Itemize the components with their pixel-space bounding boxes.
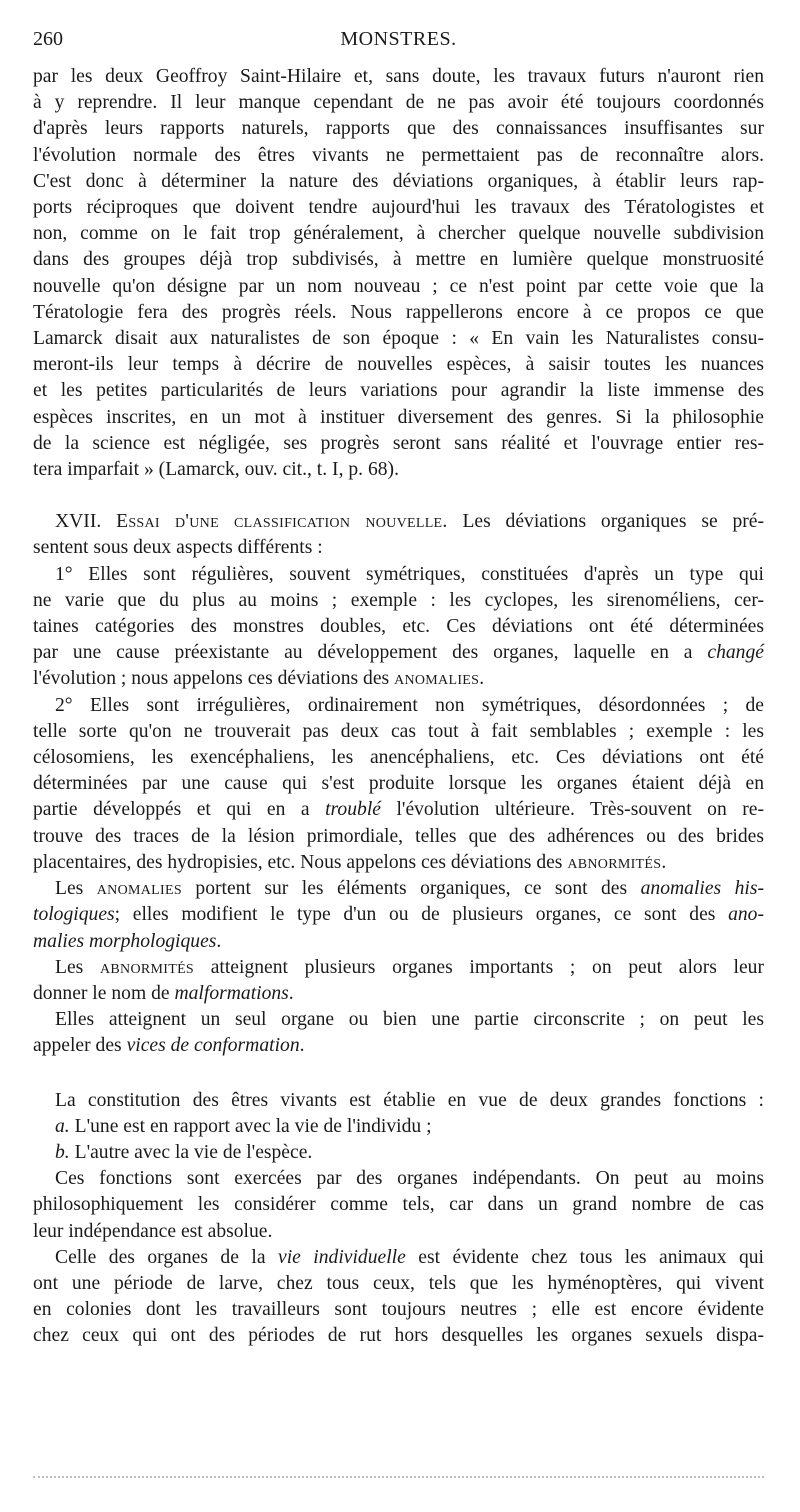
text-line: à y reprendre. Il leur manque cependant de ne pas avoir été toujours coordonnés (33, 92, 764, 114)
text-line: espèces inscrites, en un mot à instituer diversement des genres. Si la philosophie (33, 406, 764, 428)
emphasis: troublé (325, 799, 381, 821)
book-page (33, 28, 764, 1350)
paragraph-independance (33, 1166, 764, 1245)
text-run: par une cause préexistante au développement des organes, laquelle en a (33, 642, 693, 664)
text-run: . (216, 930, 222, 952)
text-line: C'est donc à déterminer la nature des déviations organiques, à établir leurs rap- (33, 170, 764, 192)
text-run: Les (55, 878, 84, 900)
section-title: Essai d'une classification nouvelle. (116, 511, 448, 533)
text-line: en colonies dont les travailleurs sont toujours neutres ; elle est encore évidente (33, 1299, 764, 1321)
text-line: 2° Elles sont irrégulières, ordinairement non symétriques, désordonnées ; de (55, 694, 764, 716)
page-header (33, 28, 764, 58)
term-abnormites: abnormités (100, 956, 195, 978)
cropped-next-line (33, 1476, 764, 1478)
paragraph-abnormites (33, 955, 764, 1007)
term-anomalies: anomalies (96, 878, 182, 900)
text-line: de la science est négligée, ses progrès seront sans réalité et l'ouvrage entier res- (33, 432, 764, 454)
term-abnormites: abnormités. (567, 851, 667, 873)
text-line: Elles atteignent un seul organe ou bien une partie circonscrite ; on peut les (55, 1009, 764, 1031)
text-line (33, 876, 764, 902)
text-line (33, 955, 764, 981)
running-title: MONSTRES. (340, 28, 457, 50)
text-line: ont une période de larve, chez tous ceux, tels que les hyménoptères, qui vivent (33, 1272, 764, 1294)
section-heading-line (33, 509, 764, 535)
section-gap (33, 483, 764, 509)
text-line: Ces fonctions sont exercées par des organes indépendants. On peut au moins (55, 1168, 764, 1190)
text-line: Lamarck disait aux naturalistes de son époque : « En vain les Naturalistes consu- (33, 328, 764, 350)
text-line: trouve des traces de la lésion primordiale, telles que des adhérences ou des brides (33, 825, 764, 847)
text-run: partie développés et qui en a (33, 799, 310, 821)
paragraph-lamarck (33, 64, 764, 483)
text-line: et les petites particularités de leurs variations pour agrandir la liste immense des (33, 380, 764, 402)
emphasis: tologiques (33, 904, 115, 926)
text-line: ports réciproques que doivent tendre aujourd'hui les travaux des Tératologistes et (33, 197, 764, 219)
list-item (33, 1114, 764, 1140)
text-line: meront-ils leur temps à décrire de nouvelles espèces, à saisir toutes les nuances (33, 354, 764, 376)
emphasis: vie individuelle (278, 1246, 406, 1268)
paragraph-anomalies (33, 876, 764, 955)
term-anomalies: anomalies. (394, 668, 485, 690)
page-body (33, 64, 764, 1350)
text-run: Les (55, 956, 84, 978)
text-run: portent sur les éléments organiques, ce sont des (195, 878, 628, 900)
text-line: déterminées par une cause qui s'est produite lorsque les organes étaient déjà en (33, 773, 764, 795)
text-line: telle sorte qu'on ne trouverait pas deux cas tout à fait semblables ; exemple : les (33, 720, 764, 742)
text-line: leur indépendance est absolue. (33, 1220, 273, 1242)
page-number: 260 (33, 28, 63, 50)
emphasis: vices de conformation (126, 1035, 300, 1057)
section-xvii (33, 509, 764, 561)
section-number: XVII. (55, 511, 102, 533)
text-run: est évidente chez tous les animaux qui (418, 1246, 764, 1268)
text-run: placentaires, des hydropisies, etc. Nous appelons ces déviations des (33, 851, 563, 873)
emphasis: changé (707, 642, 764, 664)
list-item (33, 1140, 764, 1166)
text-line: La constitution des êtres vivants est établie en vue de deux grandes fonctions : (55, 1089, 764, 1111)
text-line: 1° Elles sont régulières, souvent symétriques, constituées d'après un type qui (55, 563, 764, 585)
text-line: taines catégories des monstres doubles, etc. Ces déviations ont été déterminées (33, 616, 764, 638)
text-run: L'une est en rapport avec la vie de l'individu ; (74, 1115, 432, 1137)
text-line (33, 797, 764, 823)
text-run: l'évolution ultérieure. Très-souvent on re- (396, 799, 764, 821)
text-line: Tératologie fera des progrès réels. Nous rappellerons encore à ce propos ce que (33, 301, 764, 323)
text-line (33, 666, 764, 692)
text-line: ne varie que du plus au moins ; exemple : les cyclopes, les sirenoméliens, cer- (33, 589, 764, 611)
text-line: d'après leurs rapports naturels, rapports que des connaissances insuffisantes sur (33, 118, 764, 140)
text-line (33, 929, 764, 955)
text-run: appeler des (33, 1035, 122, 1057)
text-line (33, 1033, 764, 1059)
text-line (33, 850, 764, 876)
text-line: non, comme on le fait trop généralement, à chercher quelque nouvelle subdivision (33, 223, 764, 245)
text-run: Celle des organes de la (55, 1246, 266, 1268)
text-run: Les déviations organiques se pré- (462, 511, 765, 533)
text-line: chez ceux qui ont des périodes de rut hors desquelles les organes sexuels dispa- (33, 1325, 764, 1347)
text-run: atteignent plusieurs organes importants ; on peut alors leur (210, 956, 764, 978)
text-line: dans des groupes déjà trop subdivisés, à mettre en lumière quelque monstruosité (33, 249, 764, 271)
text-line (33, 981, 764, 1007)
paragraph-fonctions (33, 1088, 764, 1167)
item-abnormites (33, 693, 764, 876)
item-anomalies (33, 562, 764, 693)
emphasis: anomalies his- (640, 878, 765, 900)
list-marker: a. (55, 1115, 70, 1137)
text-run: L'autre avec la vie de l'espèce. (74, 1141, 313, 1163)
text-run: l'évolution ; nous appelons ces déviations des (33, 668, 390, 690)
text-line: nouvelle qu'on désigne par un nom nouveau ; ce n'est point par cette voie que la (33, 275, 764, 297)
text-line (33, 640, 764, 666)
section-gap (33, 1060, 764, 1088)
text-line: sentent sous deux aspects différents : (33, 537, 323, 559)
paragraph-vie-individuelle (33, 1245, 764, 1350)
list-marker: b. (55, 1141, 70, 1163)
text-run: donner le nom de (33, 982, 170, 1004)
text-line: célosomiens, les exencéphaliens, les anencéphaliens, etc. Ces déviations ont été (33, 747, 764, 769)
paragraph-vices (33, 1007, 764, 1059)
text-line: philosophiquement les considérer comme tels, car dans un grand nombre de cas (33, 1194, 764, 1216)
emphasis: malies morphologiques (33, 930, 217, 952)
text-line: par les deux Geoffroy Saint-Hilaire et, sans doute, les travaux futurs n'auront rien (33, 66, 764, 87)
text-line (33, 1245, 764, 1271)
text-line (33, 902, 764, 928)
text-run: ; elles modifient le type d'un ou de plusieurs organes, ce sont des (114, 904, 716, 926)
text-run: . (299, 1035, 305, 1057)
text-line: l'évolution normale des êtres vivants ne permettaient pas de reconnaître alors. (33, 144, 764, 166)
emphasis: malformations (174, 982, 289, 1004)
text-run: . (288, 982, 294, 1004)
emphasis: ano- (728, 904, 764, 926)
text-line: tera imparfait » (Lamarck, ouv. cit., t. I, p. 68). (33, 459, 399, 481)
